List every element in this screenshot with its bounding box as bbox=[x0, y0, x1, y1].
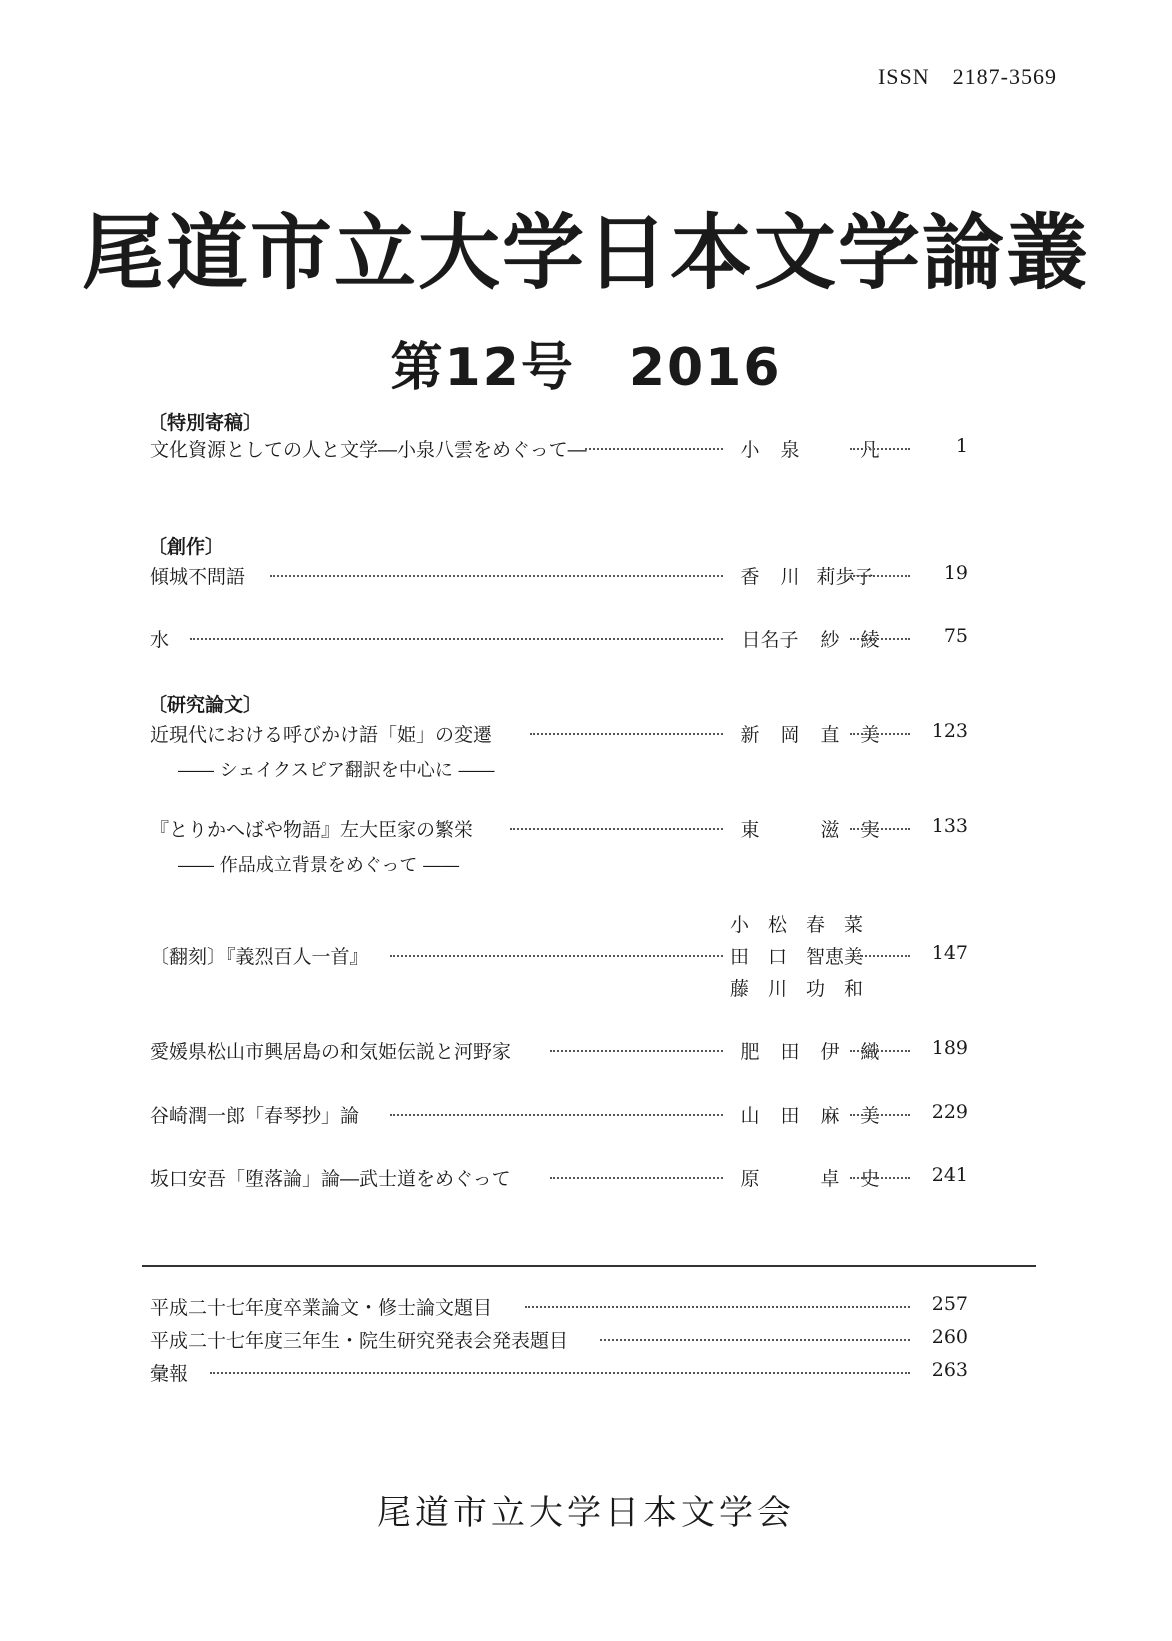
dot-leader bbox=[850, 1114, 910, 1118]
entry-title: 『とりかへばや物語』左大臣家の繁栄 bbox=[150, 819, 474, 841]
issn-number: ISSN 2187‐3569 bbox=[877, 64, 1057, 89]
appendix-page: 263 bbox=[931, 1359, 968, 1381]
dot-leader bbox=[850, 733, 910, 737]
entry-page: 147 bbox=[931, 942, 968, 964]
entry-author: 肥 田 伊 織 bbox=[740, 1041, 880, 1063]
divider-rule bbox=[142, 1265, 1036, 1267]
entry-title: 近現代における呼びかけ語「姫」の変遷 bbox=[150, 724, 493, 746]
entry-author: 田 口 智恵美 bbox=[730, 946, 864, 968]
entry-title: 文化資源としての人と文学―小泉八雲をめぐって― bbox=[150, 439, 587, 461]
entry-author: 小 泉 凡 bbox=[740, 439, 880, 461]
dot-leader bbox=[550, 1050, 723, 1054]
dot-leader bbox=[390, 955, 723, 959]
appendix-entry[interactable] bbox=[150, 1359, 970, 1387]
entry-page: 229 bbox=[931, 1101, 968, 1123]
appendix-entry[interactable] bbox=[150, 1326, 970, 1354]
toc-entry[interactable] bbox=[150, 1164, 968, 1192]
dot-leader bbox=[550, 1177, 723, 1181]
dot-leader bbox=[600, 1339, 910, 1343]
toc-entry[interactable] bbox=[150, 720, 968, 748]
entry-page: 123 bbox=[931, 720, 968, 742]
entry-subtitle: ―― シェイクスピア翻訳を中心に ―― bbox=[178, 760, 495, 781]
author-line: 藤 川 功 和 bbox=[730, 978, 864, 1000]
entry-author: 新 岡 直 美 bbox=[740, 724, 880, 746]
entry-title: 愛媛県松山市興居島の和気姫伝説と河野家 bbox=[150, 1041, 512, 1063]
entry-page: 133 bbox=[931, 815, 968, 837]
dot-leader bbox=[585, 448, 723, 452]
dot-leader bbox=[850, 955, 910, 959]
section-research: 〔研究論文〕 bbox=[148, 694, 263, 716]
toc-entry[interactable] bbox=[150, 562, 968, 590]
entry-page: 19 bbox=[943, 562, 968, 584]
appendix-entry[interactable] bbox=[150, 1293, 970, 1321]
dot-leader bbox=[850, 828, 910, 832]
dot-leader bbox=[850, 575, 910, 579]
appendix-page: 257 bbox=[931, 1293, 968, 1315]
toc-entry[interactable] bbox=[150, 625, 968, 653]
appendix-title: 彙報 bbox=[150, 1363, 189, 1385]
appendix-title: 平成二十七年度三年生・院生研究発表会発表題目 bbox=[150, 1330, 569, 1352]
appendix-title: 平成二十七年度卒業論文・修士論文題目 bbox=[150, 1297, 493, 1319]
entry-page: 189 bbox=[931, 1037, 968, 1059]
dot-leader bbox=[850, 448, 910, 452]
dot-leader bbox=[850, 1050, 910, 1054]
entry-page: 241 bbox=[931, 1164, 968, 1186]
entry-author: 東 滋 実 bbox=[740, 819, 880, 841]
entry-author: 原 卓 史 bbox=[740, 1168, 880, 1190]
toc-entry[interactable] bbox=[150, 815, 968, 843]
author-line: 小 松 春 菜 bbox=[730, 914, 864, 936]
entry-subtitle: ―― 作品成立背景をめぐって ―― bbox=[178, 855, 460, 876]
issue-number: 第12号 2016 bbox=[390, 338, 782, 398]
dot-leader bbox=[525, 1306, 910, 1310]
dot-leader bbox=[510, 828, 723, 832]
publisher-name: 尾道市立大学日本文学会 bbox=[377, 1493, 795, 1533]
dot-leader bbox=[850, 638, 910, 642]
entry-author: 香 川 莉歩子 bbox=[740, 566, 874, 588]
journal-title: 尾道市立大学日本文学論叢 bbox=[81, 205, 1090, 301]
toc-entry[interactable] bbox=[150, 1037, 968, 1065]
entry-title: 谷崎潤一郎「春琴抄」論 bbox=[150, 1105, 360, 1127]
section-creative: 〔創作〕 bbox=[148, 536, 225, 558]
appendix-page: 260 bbox=[931, 1326, 968, 1348]
entry-page: 75 bbox=[943, 625, 968, 647]
dot-leader bbox=[390, 1114, 723, 1118]
dot-leader bbox=[530, 733, 723, 737]
dot-leader bbox=[190, 638, 723, 642]
entry-page: 1 bbox=[955, 435, 968, 457]
toc-entry[interactable] bbox=[150, 435, 968, 463]
dot-leader bbox=[850, 1177, 910, 1181]
toc-entry[interactable] bbox=[150, 1101, 968, 1129]
entry-title: 傾城不問語 bbox=[150, 566, 246, 588]
dot-leader bbox=[270, 575, 723, 579]
entry-author: 日名子 紗 綾 bbox=[741, 629, 880, 651]
dot-leader bbox=[210, 1372, 910, 1376]
entry-title: 〔翻刻〕『義烈百人一首』 bbox=[150, 946, 369, 968]
entry-author: 山 田 麻 美 bbox=[740, 1105, 880, 1127]
entry-title: 水 bbox=[150, 629, 170, 651]
toc-entry[interactable] bbox=[150, 942, 968, 970]
section-special: 〔特別寄稿〕 bbox=[148, 412, 263, 434]
entry-title: 坂口安吾「堕落論」論―武士道をめぐって bbox=[150, 1168, 511, 1190]
